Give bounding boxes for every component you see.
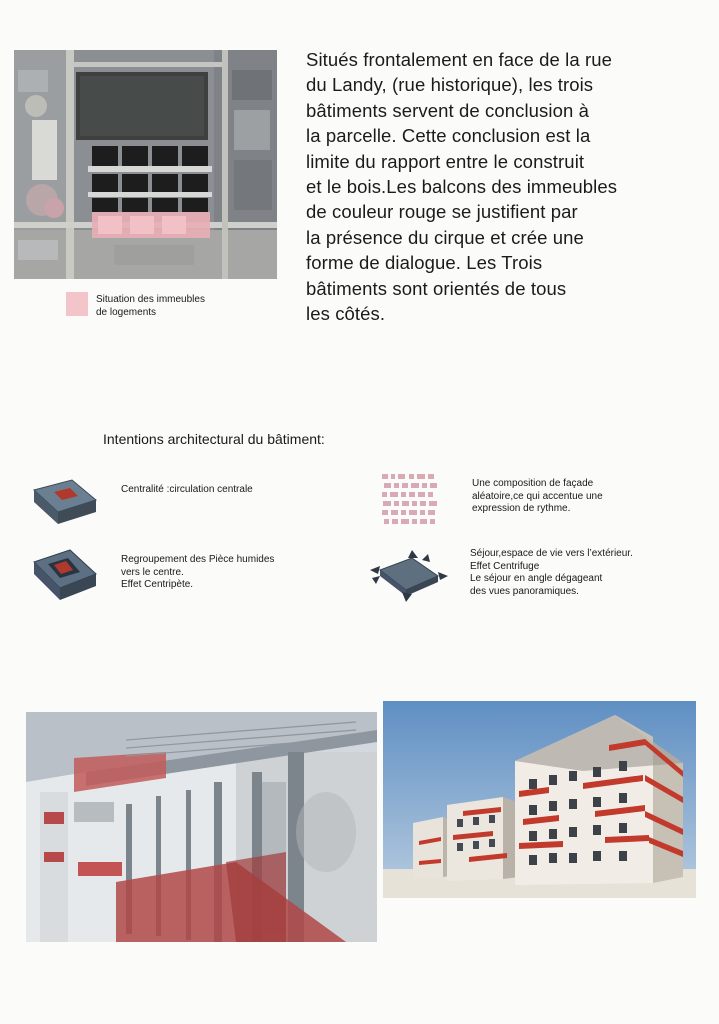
aerial-site-photo <box>14 50 277 279</box>
intent-label-centrality: Centralité :circulation centrale <box>121 484 253 495</box>
legend-swatch <box>66 292 88 316</box>
exterior-render-image <box>383 701 696 898</box>
intent-label-facade: Une composition de façade aléatoire,ce qui accentue une expression de rythme. <box>472 478 603 514</box>
intent-label-centripetal: Regroupement des Pièce humides vers le centre. Effet Centripète. <box>121 554 275 590</box>
centrality-diagram-icon <box>32 478 98 528</box>
intent-label-centrifugal: Séjour,espace de vie vers l’extérieur. Effet Centrifuge Le séjour en angle dégageant des vues panoramiques. <box>470 548 633 597</box>
facade-rhythm-icon <box>380 472 440 526</box>
centrifugal-diagram-icon <box>368 548 450 604</box>
centripetal-diagram-icon <box>32 548 98 604</box>
balcony-render-image <box>26 712 377 942</box>
intentions-title: Intentions architectural du bâtiment: <box>103 431 325 447</box>
description-paragraph: Situés frontalement en face de la rue du Landy, (rue historique), les trois bâtiments servent de conclusion à la parcelle. Cette conclusion est la limite du rapport entre le construit et le bois.Les balcons des immeubles de couleur rouge se justifient par la présence du cirque et crée une forme de dialogue. Les Trois bâtiments sont orientés de tous les côtés. <box>306 49 618 325</box>
legend-label: Situation des immeubles de logements <box>96 294 205 318</box>
